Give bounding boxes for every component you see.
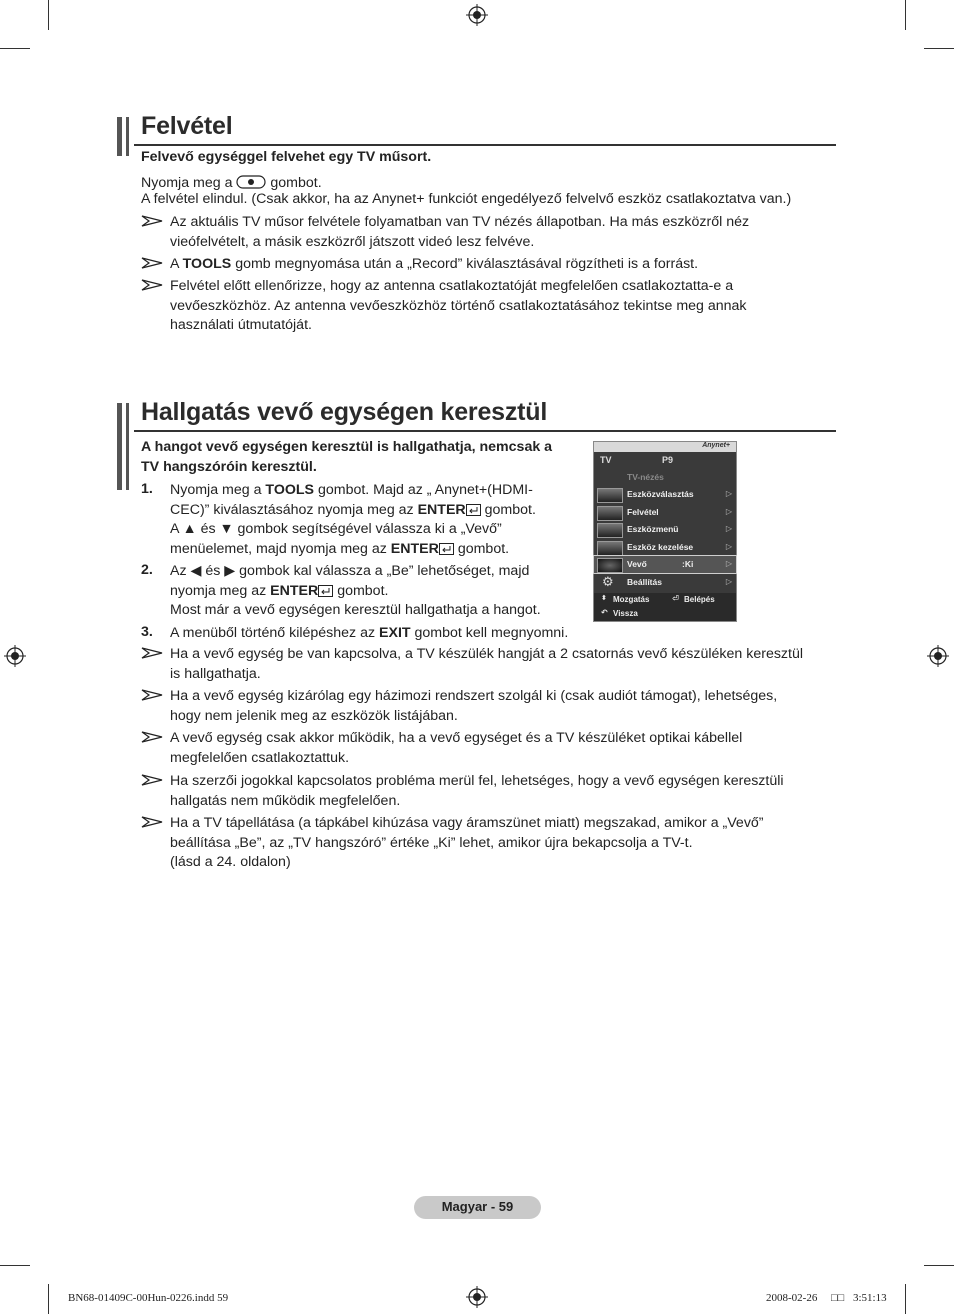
- osd-back-label: Vissza: [613, 609, 638, 618]
- registration-mark-icon: [466, 4, 488, 26]
- note-text: Ha a vevő egység kizárólag egy házimozi rendszert szolgál ki (csak audiót támogat), lehetséges, hogy nem jelenik meg az eszközök listájában.: [170, 688, 778, 724]
- chevron-right-icon: ▷: [725, 577, 732, 586]
- registration-mark-icon: [927, 645, 949, 667]
- note-text: Az aktuális TV műsor felvétele folyamatban van TV nézés állapotban. Ha más eszközről néz vieófelvételt, a másik eszközről játszott videó lesz felvéve.: [170, 214, 750, 250]
- print-time: 3:51:13: [853, 1292, 887, 1304]
- enter-icon: [466, 504, 481, 516]
- record-started-text: A felvétel elindul. (Csak akkor, ha az Anynet+ funkciót engedélyező felvelvő eszköz csatlakoztatva van.): [141, 191, 792, 207]
- device-thumbnail: [597, 558, 623, 573]
- step-number: 3.: [141, 624, 153, 640]
- osd-item-device-menu[interactable]: Eszközmenü ▷: [594, 521, 736, 538]
- osd-item-settings[interactable]: ⚙ Beállítás ▷: [602, 574, 732, 589]
- step-text: Nyomja meg a TOOLS gombot. Majd az „ Anynet+(HDMI- CEC)” kiválasztásához nyomja meg az ENTER gombot. A ▲ és ▼ gombok segítségével válassza ki a „Vevő” menüelemet, majd nyomja meg az ENTER gombot.: [170, 482, 536, 557]
- crop-mark: [48, 0, 49, 30]
- registration-mark-icon: [4, 645, 26, 667]
- osd-enter-label: Belépés: [684, 595, 715, 604]
- note-arrow-icon: [141, 279, 163, 291]
- section-intro: Felvevő egységgel felvehet egy TV műsort.: [141, 149, 432, 165]
- record-button-icon: [236, 175, 266, 189]
- press-text: Nyomja meg a: [141, 175, 233, 191]
- up-arrow-icon: ▲: [182, 521, 197, 537]
- anynet-logo: Anynet+: [702, 442, 730, 449]
- section-marker: [126, 403, 129, 490]
- note-arrow-icon: [141, 689, 163, 701]
- page-number: Magyar - 59: [441, 1199, 514, 1214]
- note-text: A vevő egység csak akkor működik, ha a vevő egységet és a TV készüléket optikai kábellel megfelelően csatlakoztattuk.: [170, 730, 743, 766]
- right-arrow-icon: ▶: [224, 563, 236, 579]
- crop-mark: [0, 1265, 30, 1266]
- section-marker: [117, 403, 122, 490]
- file-imprint: BN68-01409C-00Hun-0226.indd 59: [68, 1292, 229, 1304]
- note-text: Felvétel előtt ellenőrizze, hogy az antenna csatlakoztatóját megfelelően csatlakoztatta-e a vevőeszközhöz. Az antenna vevőeszközhöz történő csatlakoztatásához tekintse meg annak használati útmutatóját.: [170, 278, 747, 333]
- note-text: Ha a vevő egység be van kapcsolva, a TV készülék hangját a 2 csatornás vevő készüléken keresztül is hallgathatja.: [170, 646, 804, 682]
- print-date: 2008-02-26: [766, 1292, 818, 1304]
- section-marker: [117, 117, 122, 156]
- device-thumbnail: [597, 506, 623, 521]
- note-arrow-icon: [141, 215, 163, 227]
- osd-item-record[interactable]: Felvétel ▷: [594, 504, 736, 521]
- chevron-right-icon: ▷: [725, 507, 732, 516]
- section-title: Hallgatás vevő egységen keresztül: [141, 398, 548, 426]
- note-arrow-icon: [141, 647, 163, 659]
- osd-header-bar: [594, 442, 736, 452]
- step-text: A menüből történő kilépéshez az EXIT gombot kell megnyomni.: [170, 625, 569, 641]
- down-arrow-icon: ▼: [219, 521, 234, 537]
- osd-item-device-control[interactable]: Eszköz kezelése ▷: [594, 539, 736, 556]
- chevron-right-icon: ▷: [725, 489, 732, 498]
- chevron-right-icon: ▷: [725, 542, 732, 551]
- note-arrow-icon: [141, 257, 163, 269]
- enter-icon: [439, 543, 454, 555]
- osd-move-label: Mozgatás: [613, 595, 650, 604]
- press-text: gombot.: [270, 175, 322, 191]
- crop-mark: [924, 1265, 954, 1266]
- section-marker: [126, 117, 129, 156]
- step-number: 1.: [141, 481, 153, 497]
- enter-icon: ⏎: [672, 594, 679, 603]
- receiver-value: :Ki: [682, 559, 694, 569]
- note-text: A TOOLS gomb megnyomása után a „Record” kiválasztásával rögzítheti is a forrást.: [170, 256, 699, 272]
- note-arrow-icon: [141, 774, 163, 786]
- tv-osd-menu: [593, 441, 737, 622]
- enter-icon: [318, 585, 333, 597]
- crop-mark: [48, 1284, 49, 1314]
- registration-mark-icon: [466, 1286, 488, 1308]
- note-arrow-icon: [141, 731, 163, 743]
- crop-mark: [905, 1284, 906, 1314]
- osd-tv-label: TV: [600, 455, 612, 465]
- osd-channel: P9: [662, 455, 674, 465]
- note-arrow-icon: [141, 816, 163, 828]
- return-icon: ↶: [601, 608, 608, 617]
- left-arrow-icon: ◀: [190, 563, 202, 579]
- print-boxes: □□: [831, 1292, 845, 1304]
- note-text: Ha szerzői jogokkal kapcsolatos probléma merül fel, lehetséges, hogy a vevő egységen keresztüli hallgatás nem működik megfelelően.: [170, 773, 784, 809]
- move-icon: ⬍: [601, 595, 607, 602]
- chevron-right-icon: ▷: [725, 524, 732, 533]
- crop-mark: [0, 48, 30, 49]
- device-thumbnail: [597, 523, 623, 538]
- section-title: Felvétel: [141, 112, 233, 140]
- chevron-right-icon: ▷: [725, 559, 732, 568]
- note-text: Ha a TV tápellátása (a tápkábel kihúzása vagy áramszünet miatt) megszakad, amikor a „Vevő” beállítása „Be”, az „TV hangszóró” értéke „Ki” lehet, amikor újra bekapcsolja a TV-t. (lásd a 24. oldalon): [170, 815, 764, 870]
- section-rule: [134, 430, 836, 432]
- osd-item-receiver[interactable]: Vevő :Ki ▷: [594, 556, 736, 573]
- device-thumbnail: [597, 488, 623, 503]
- crop-mark: [905, 0, 906, 30]
- section-rule: [134, 144, 836, 146]
- step-number: 2.: [141, 562, 153, 578]
- osd-help-bar: [594, 593, 736, 621]
- device-thumbnail: [597, 541, 623, 556]
- page-number-badge: [414, 1196, 541, 1219]
- gear-icon: ⚙: [602, 574, 614, 589]
- crop-mark: [924, 48, 954, 49]
- osd-item-tv-view[interactable]: TV-nézés: [627, 472, 664, 482]
- section-intro: A hangot vevő egységen keresztül is hallgathatja, nemcsak a TV hangszóróin keresztül.: [141, 439, 553, 475]
- osd-item-device-select[interactable]: Eszközválasztás ▷: [594, 486, 736, 503]
- step-text: Az ◀ és ▶ gombok kal válassza a „Be” lehetőséget, majd nyomja meg az ENTER gombot. Most már a vevő egységen keresztül hallgathatja a hangot.: [170, 563, 541, 618]
